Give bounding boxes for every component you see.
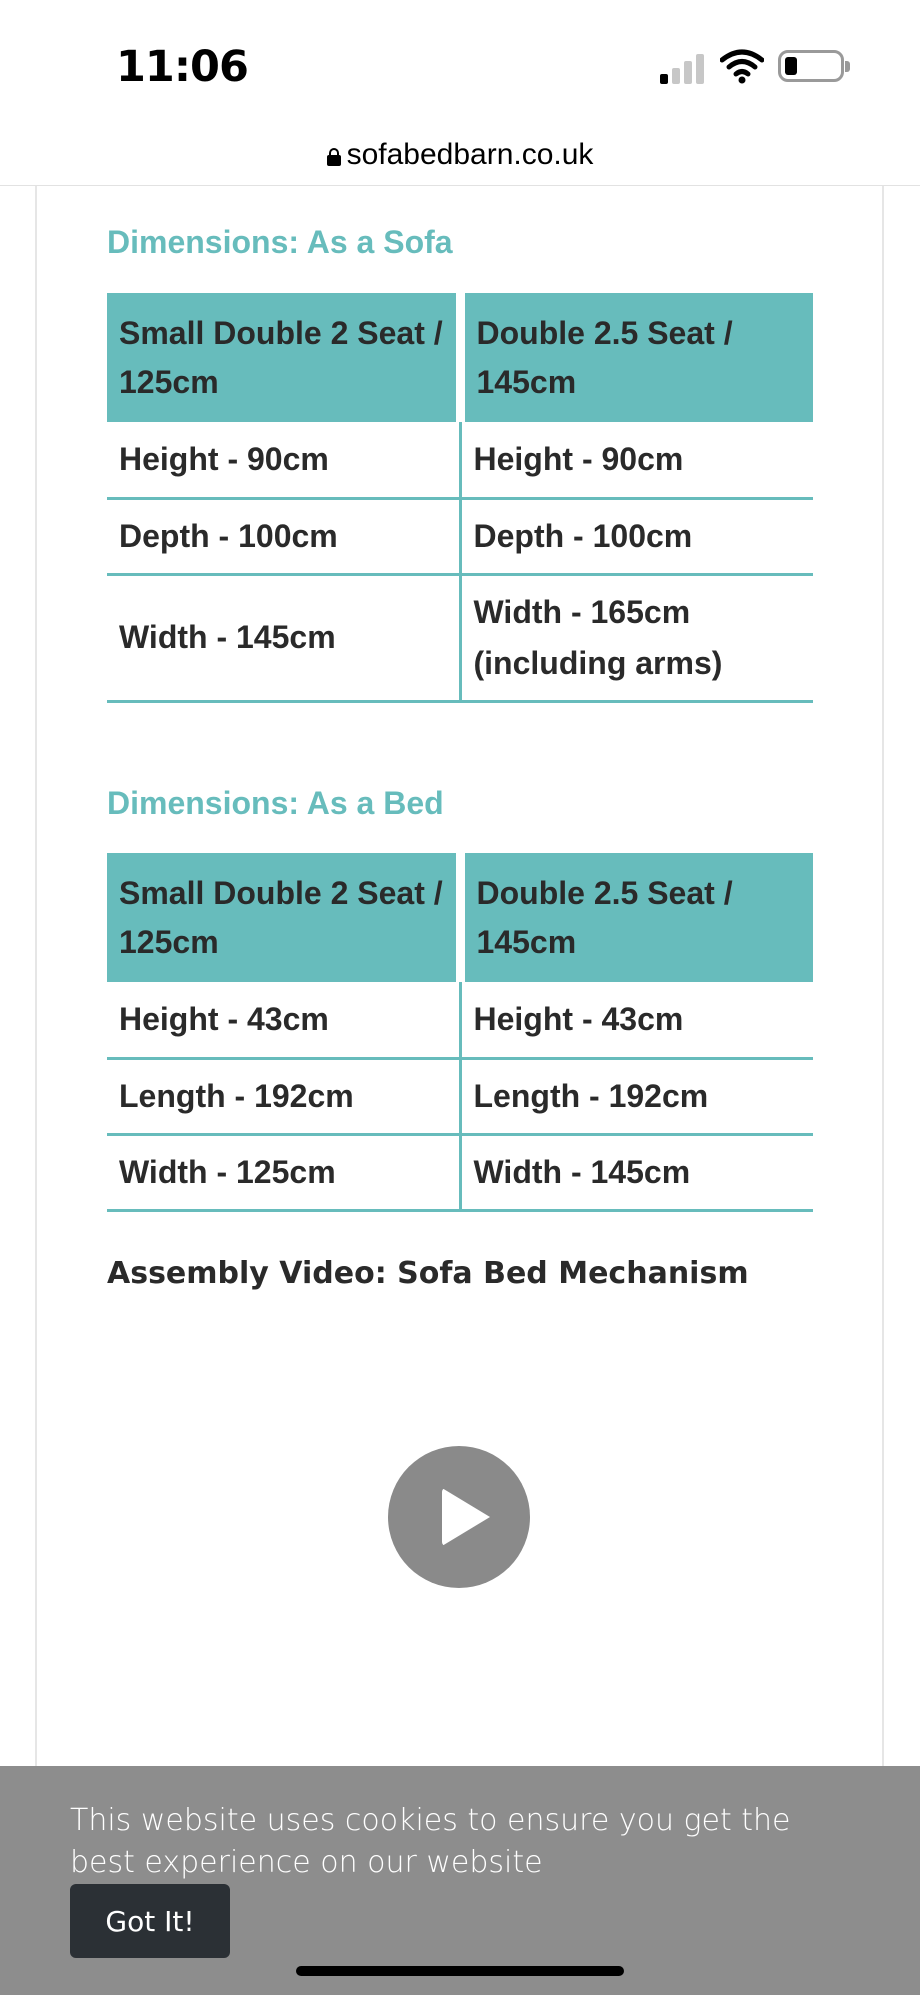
table-row	[107, 574, 813, 701]
sofa-dimensions-table	[107, 293, 813, 703]
table-cell: Height - 90cm	[460, 422, 813, 498]
table-row	[107, 1058, 813, 1134]
bed-dimensions-table	[107, 853, 813, 1212]
table-cell: Width - 165cm (including arms)	[460, 574, 813, 701]
sofa-dimensions-heading: Dimensions: As a Sofa	[107, 224, 453, 260]
page-border-left	[35, 186, 37, 1766]
table-cell: Depth - 100cm	[460, 498, 813, 574]
column-header: Small Double 2 Seat / 125cm	[107, 293, 460, 422]
cookie-message: This website uses cookies to ensure you get the best experience on our website	[70, 1803, 791, 1880]
table-cell: Width - 145cm	[107, 574, 460, 701]
status-time: 11:06	[116, 42, 248, 92]
table-cell: Length - 192cm	[460, 1058, 813, 1134]
signal-icon	[660, 52, 708, 84]
battery-icon	[778, 50, 844, 82]
table-cell: Width - 145cm	[460, 1134, 813, 1210]
video-title: Assembly Video: Sofa Bed Mechanism	[107, 1256, 749, 1291]
bed-dimensions-heading: Dimensions: As a Bed	[107, 785, 444, 821]
page-border-right	[882, 186, 884, 1766]
table-cell: Height - 43cm	[107, 982, 460, 1058]
wifi-icon	[720, 48, 764, 84]
table-cell: Height - 90cm	[107, 422, 460, 498]
cookie-banner	[0, 1766, 920, 1995]
url-text: sofabedbarn.co.uk	[346, 137, 594, 171]
address-bar[interactable]	[0, 124, 920, 186]
table-row	[107, 498, 813, 574]
got-it-button[interactable]: Got It!	[70, 1884, 230, 1958]
table-cell: Height - 43cm	[460, 982, 813, 1058]
table-cell: Width - 125cm	[107, 1134, 460, 1210]
column-header: Double 2.5 Seat / 145cm	[460, 853, 813, 982]
column-header: Double 2.5 Seat / 145cm	[460, 293, 813, 422]
play-icon	[442, 1488, 490, 1546]
status-bar	[0, 0, 920, 124]
table-header-row	[107, 293, 813, 422]
table-row	[107, 982, 813, 1058]
lock-icon	[327, 148, 341, 166]
table-header-row	[107, 853, 813, 982]
table-row	[107, 422, 813, 498]
column-header: Small Double 2 Seat / 125cm	[107, 853, 460, 982]
table-cell: Depth - 100cm	[107, 498, 460, 574]
play-button[interactable]	[388, 1446, 530, 1588]
table-row	[107, 1134, 813, 1210]
home-indicator	[296, 1966, 624, 1976]
table-cell: Length - 192cm	[107, 1058, 460, 1134]
